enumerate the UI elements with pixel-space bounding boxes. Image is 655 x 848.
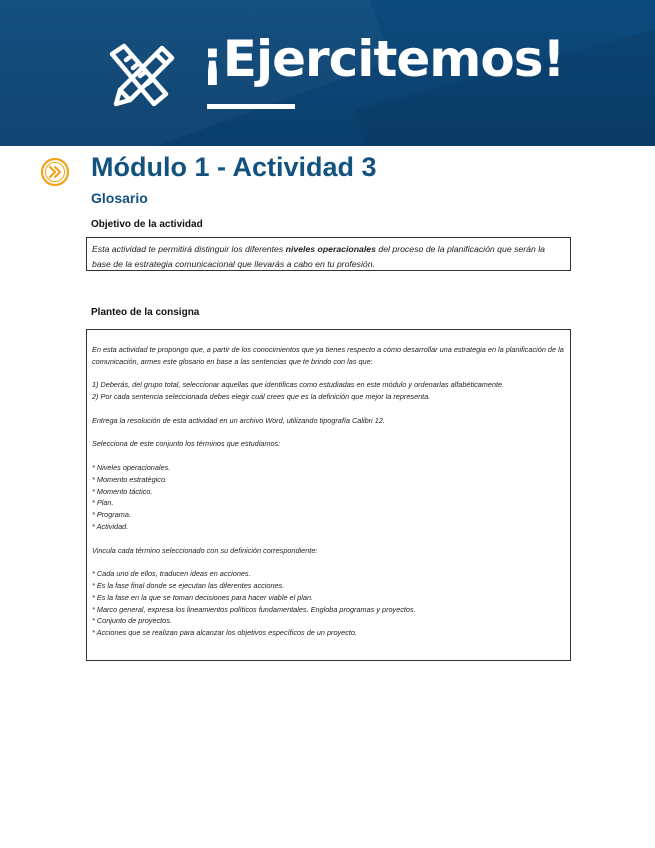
term-item: * Programa. bbox=[92, 510, 131, 520]
assignment-step: 2) Por cada sentencia seleccionada debes elegir cuál crees que es la definición que mejor la representa. bbox=[92, 392, 431, 402]
definition-item: * Cada uno de ellos, traducen ideas en acciones. bbox=[92, 569, 251, 579]
assignment-step: 1) Deberás, del grupo total, seleccionar aquellas que identificas como estudiadas en este módulo y ordenarlas alfabéticamente. bbox=[92, 380, 505, 390]
objective-text-end: del proceso de la planificación que serán la base de la estrategia comunicacional que llevarás a cabo en tu profesión. bbox=[92, 244, 545, 269]
objective-box bbox=[86, 237, 571, 271]
assignment-box bbox=[86, 329, 571, 661]
term-item: * Niveles operacionales. bbox=[92, 462, 171, 472]
term-item: * Actividad. bbox=[92, 521, 129, 531]
pencil-ruler-icon bbox=[104, 42, 176, 110]
double-chevron-right-icon bbox=[40, 157, 70, 187]
banner-title: ¡Ejercitemos! bbox=[201, 30, 565, 88]
definition-item: * Acciones que se realizan para alcanzar los objetivos específicos de un proyecto. bbox=[92, 628, 358, 638]
definition-item: * Marco general, expresa los lineamientos políticos fundamentales. Engloba programas y proyectos. bbox=[92, 604, 416, 614]
assignment-label: Planteo de la consigna bbox=[91, 307, 200, 318]
definition-item: * Conjunto de proyectos. bbox=[92, 616, 172, 626]
term-item: * Momento táctico. bbox=[92, 486, 153, 496]
objective-text-bold: niveles operacionales bbox=[285, 244, 376, 254]
term-item: * Momento estratégico. bbox=[92, 474, 168, 484]
assignment-delivery: Entrega la resolución de esta actividad en un archivo Word, utilizando tipografía Calibri 12. bbox=[92, 415, 385, 425]
terms-intro: Selecciona de este conjunto los términos que estudiamos: bbox=[92, 439, 281, 449]
banner-underline bbox=[207, 104, 295, 109]
header-banner bbox=[0, 0, 655, 146]
term-item: * Plan. bbox=[92, 498, 114, 508]
module-subtitle: Glosario bbox=[91, 190, 148, 206]
definitions-intro: Vincula cada término seleccionado con su definición correspondiente: bbox=[92, 545, 318, 555]
definition-item: * Es la fase en la que se toman decisiones para hacer viable el plan. bbox=[92, 592, 314, 602]
module-title: Módulo 1 - Actividad 3 bbox=[91, 152, 377, 182]
objective-label: Objetivo de la actividad bbox=[91, 219, 203, 230]
assignment-intro: En esta actividad te propongo que, a partir de los conocimientos que ya tienes respecto a cómo desarrollar una estrategia en la planificación de la comunicación, armes este glosario en base a las sentencias que te brindo con las que: bbox=[92, 345, 564, 366]
definition-item: * Es la fase final donde se ejecutan las diferentes acciones. bbox=[92, 580, 285, 590]
objective-text-start: Esta actividad te permitirá distinguir los diferentes bbox=[92, 244, 286, 254]
